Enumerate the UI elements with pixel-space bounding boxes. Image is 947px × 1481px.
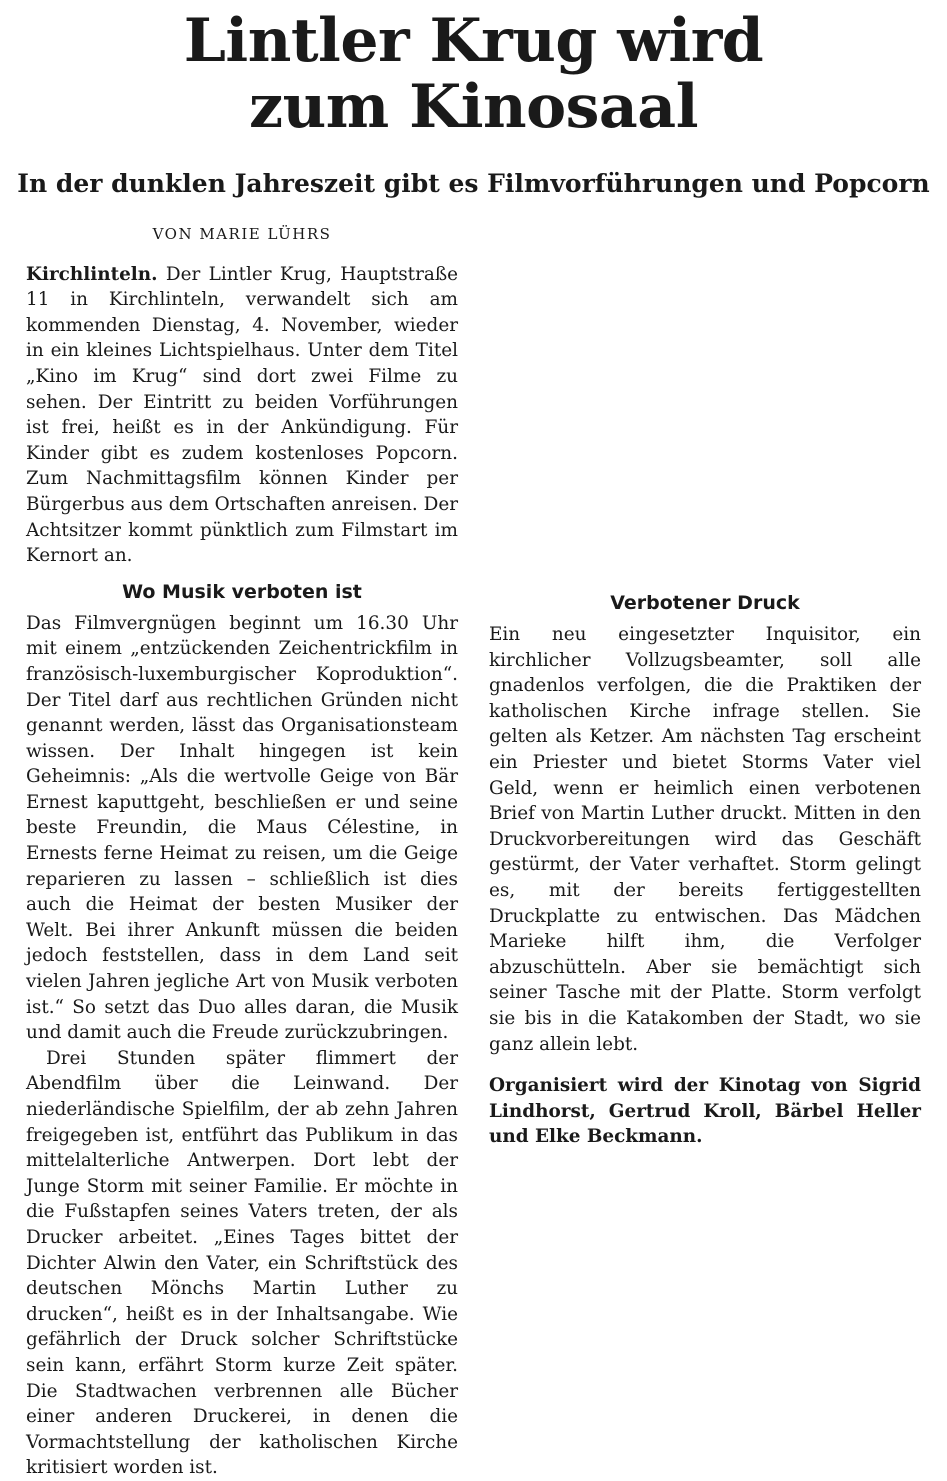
byline: VON MARIE LÜHRS [152,225,332,243]
article-column-right [489,222,921,1150]
subheadline: In der dunklen Jahreszeit gibt es Filmvorführungen und Popcorn [17,169,930,198]
section-heading-music: Wo Musik verboten ist [122,580,362,603]
section-music-paragraph-1: Das Filmvergnügen beginnt um 16.30 Uhr mit einem „entzückenden Zeichentrickfilm in französisch-luxemburgischer Koproduktion“. Der Titel darf aus rechtlichen Gründen nicht genannt werden, lässt das Organisationsteam wissen. Der Inhalt hingegen ist kein Geheimnis: „Als die wertvolle Geige von Bär Ernest kaputtgeht, beschließen er und seine beste Freundin, die Maus Célestine, in Ernests ferne Heimat zu reisen, um die Geige reparieren zu lassen – schließlich ist dies auch die Heimat der besten Musiker der Welt. Bei ihrer Ankunft müssen die beiden jedoch feststellen, dass in dem Land seit vielen Jahren jegliche Art von Musik verboten ist.“ So setzt das Duo alles daran, die Musik und damit auch die Freude zurückzubringen. [26,612,458,1044]
section-music-paragraph-2: Drei Stunden später flimmert der Abendfilm über die Leinwand. Der niederländische Spielfilm, der ab zehn Jahren freigegeben ist, entführt das Publikum in das mittelalterliche Antwerpen. Dort lebt der Junge Storm mit seiner Familie. Er möchte in die Fußstapfen seines Vaters treten, der als Drucker arbeitet. „Eines Tages bittet der Dichter Alwin den Vater, ein Schriftstück des deutschen Mönchs Martin Luther zu drucken“, heißt es in der Inhaltsangabe. Wie gefährlich der Druck solcher Schriftstücke sein kann, erfährt Storm kurze Zeit später. Die Stadtwachen verbrennen alle Bücher einer anderen Druckerei, in denen die Vormachtstellung der katholischen Kirche kritisiert worden ist. [26,1047,458,1479]
headline [0,8,947,140]
dateline: Kirchlinteln. [26,263,158,285]
organizers-note: Organisiert wird der Kinotag von Sigrid Lindhorst, Gertrud Kroll, Bärbel Heller und Elke Beckmann. [489,1075,921,1148]
article-column-left [26,222,458,1481]
headline-line-2: zum Kinosaal [249,72,698,142]
section-heading-print: Verbotener Druck [610,592,800,614]
intro-text: Der Lintler Krug, Hauptstraße 11 in Kirchlinteln, verwandelt sich am kommenden Dienstag, 4. November, wieder in ein kleines Lichtspielhaus. Unter dem Titel „Kino im Krug“ sind dort zwei Filme zu sehen. Der Eintritt zu beiden Vorführungen ist frei, heißt es in der Ankündigung. Für Kinder gibt es zudem kostenloses Popcorn. Zum Nachmittagsfilm können Kinder per Bürgerbus aus dem Ortschaften anreisen. Der Achtsitzer kommt pünktlich zum Filmstart im Kernort an. [26,263,458,567]
column-continuation-spacer [489,222,921,580]
intro-paragraph [26,262,458,569]
headline-line-1: Lintler Krug wird [183,6,764,76]
section-print-paragraph: Ein neu eingesetzter Inquisitor, ein kirchlicher Vollzugsbeamter, soll alle gnadenlos verfolgen, die die Praktiken der katholischen Kirche infrage stellen. Sie gelten als Ketzer. Am nächsten Tag erscheint ein Priester und bietet Storms Vater viel Geld, wenn er heimlich einen verbotenen Brief von Martin Luther druckt. Mitten in den Druckvorbereitungen wird das Geschäft gestürmt, der Vater verhaftet. Storm gelingt es, mit der bereits fertiggestellten Druckplatte zu entwischen. Das Mädchen Marieke hilft ihm, die Verfolger abzuschütteln. Aber sie bemächtigt sich seiner Tasche mit der Platte. Storm verfolgt sie bis in die Katakomben der Stadt, wo sie ganz allein lebt. [489,624,921,1055]
